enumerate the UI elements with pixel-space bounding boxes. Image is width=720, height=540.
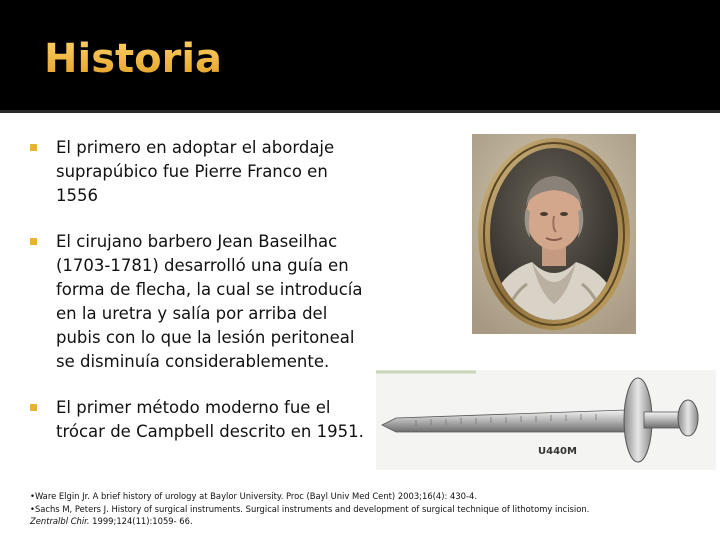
reference-3-details: 1999;124(11):1059- 66.	[89, 516, 193, 526]
slide-header	[0, 0, 720, 113]
trocar-label: U440M	[538, 446, 577, 457]
trocar-image	[376, 370, 716, 470]
bullet-text: El primero en adoptar el abordaje suprapúbico fue Pierre Franco en 1556	[56, 138, 335, 205]
portrait-image	[472, 134, 636, 334]
bullet-item	[30, 136, 370, 208]
square-bullet-icon	[30, 144, 37, 151]
journal-name: Zentralbl Chir.	[30, 516, 90, 526]
slide-title: Historia	[44, 36, 223, 82]
references	[30, 490, 710, 528]
bullet-text: El cirujano barbero Jean Baseilhac (1703-1781) desarrolló una guía en forma de flecha, la cual se introducía en la uretra y salía por arriba del pubis con lo que la lesión peritoneal se disminuía considerablemente.	[56, 232, 363, 371]
reference-1: •Ware Elgin Jr. A brief history of urology at Baylor University. Proc (Bayl Univ Med Cent) 2003;16(4): 430-4.	[30, 491, 477, 501]
reference-2: •Sachs M, Peters J. History of surgical instruments. Surgical instruments and development of surgical technique of lithotomy incision.	[30, 503, 590, 514]
square-bullet-icon	[30, 238, 37, 245]
bullet-item	[30, 230, 370, 374]
reference-3	[30, 515, 710, 528]
bullet-item	[30, 396, 370, 444]
bullet-list	[30, 136, 370, 466]
bullet-text: El primer método moderno fue el trócar de Campbell descrito en 1951.	[56, 398, 364, 441]
square-bullet-icon	[30, 404, 37, 411]
